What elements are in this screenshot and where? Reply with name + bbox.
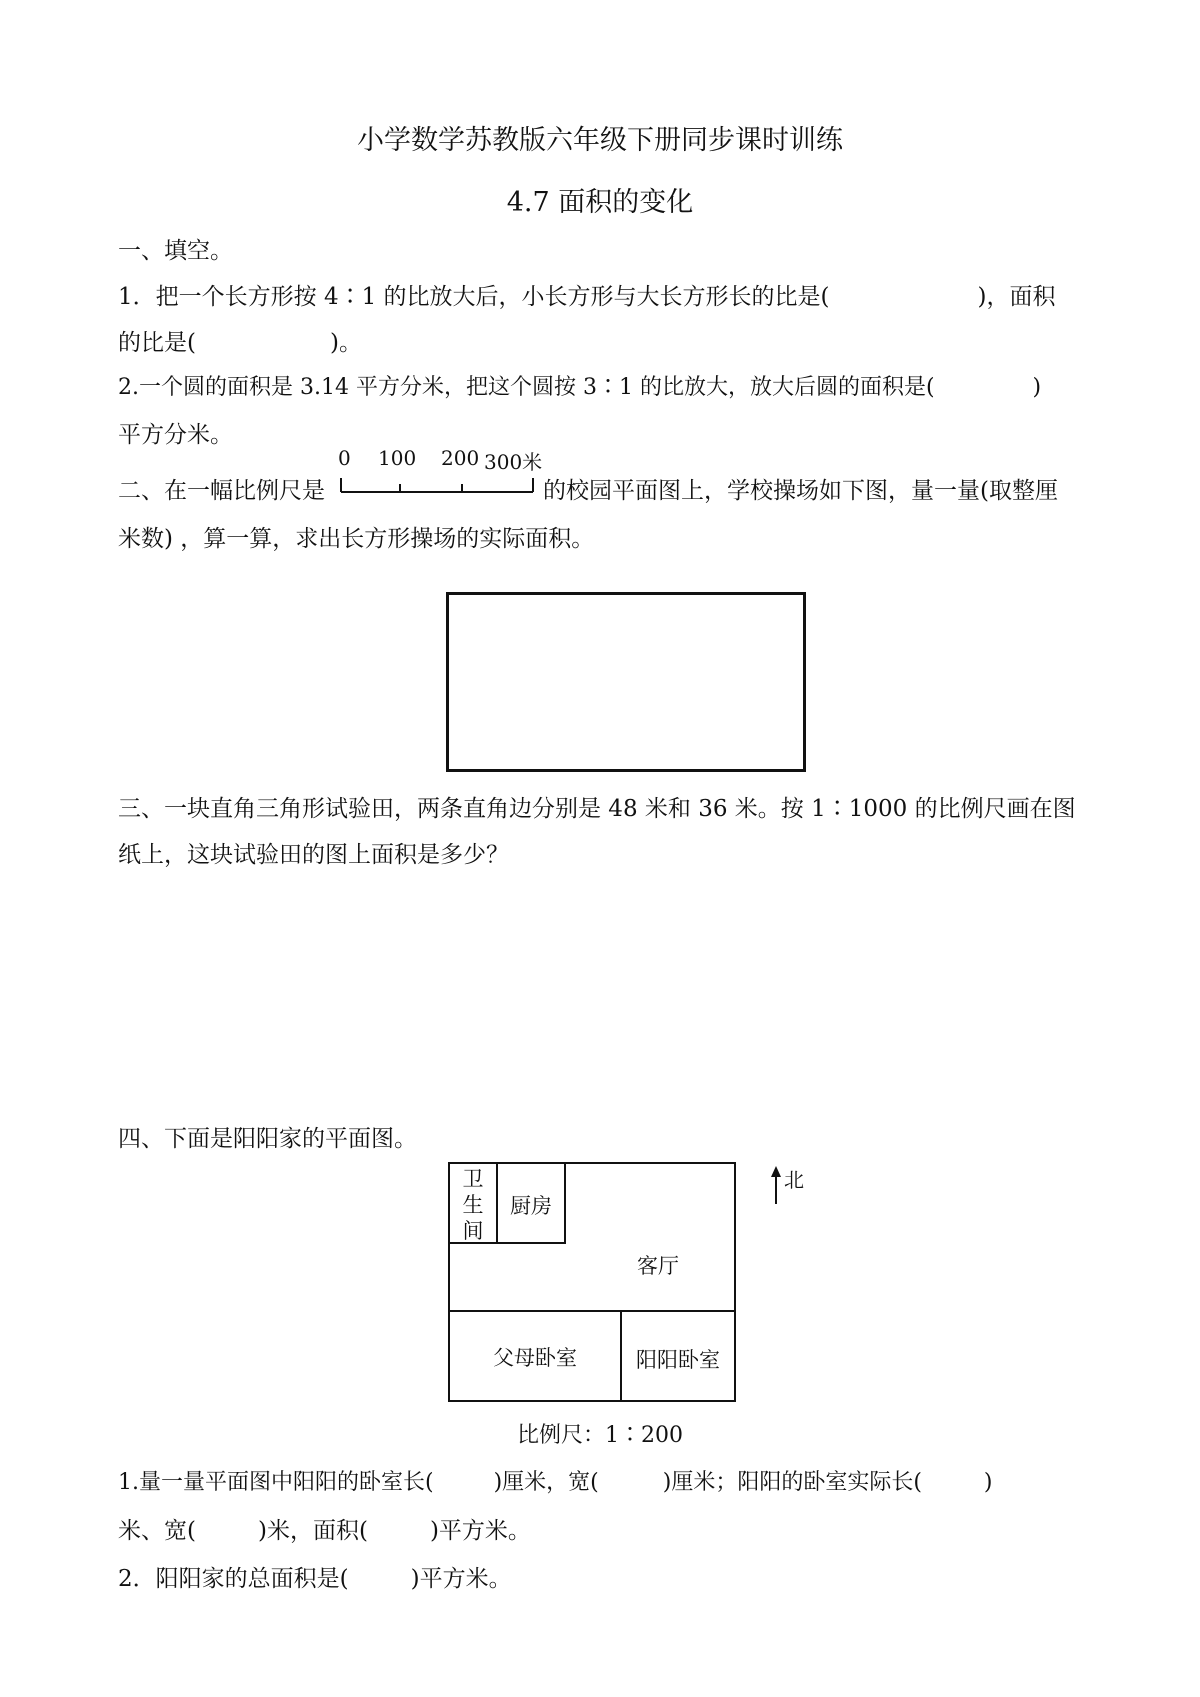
s4-q2-text-b: )平方米。 <box>410 1566 512 1592</box>
s3-line2: 纸上，这块试验田的图上面积是多少？ <box>118 842 509 868</box>
bathroom-char-1: 卫 <box>462 1167 484 1191</box>
kitchen-label: 厨房 <box>510 1194 552 1218</box>
living-room-label: 客厅 <box>637 1254 679 1278</box>
s1-q1-line2 <box>118 324 362 357</box>
s4-q2-text-a: 2．阳阳家的总面积是( <box>118 1566 349 1592</box>
floor-plan <box>448 1162 736 1402</box>
playground-rectangle <box>446 592 806 772</box>
scale-label-200: 200 <box>441 446 480 470</box>
s4-q2-line <box>118 1560 512 1593</box>
s4-q1-text-e: 米、宽( <box>118 1518 196 1544</box>
s2-line1-tail: 的校园平面图上，学校操场如下图，量一量(取整厘 <box>543 478 1058 504</box>
bathroom-char-2: 生 <box>462 1193 484 1217</box>
s3-line1: 三、一块直角三角形试验田，两条直角边分别是 48 米和 36 米。按 1∶1000 的比例尺画在图 <box>118 796 1076 822</box>
s2-line1-lead: 二、在一幅比例尺是 <box>118 478 325 504</box>
scale-label-0: 0 <box>338 446 351 470</box>
s4-q1-text-c: )厘米；阳阳的卧室实际长( <box>662 1470 922 1495</box>
scale-label-100: 100 <box>378 446 417 470</box>
s4-q1-text-b: )厘米，宽( <box>493 1470 599 1495</box>
north-indicator <box>770 1164 810 1208</box>
section4-heading: 四、下面是阳阳家的平面图。 <box>118 1126 417 1152</box>
parents-bedroom-label: 父母卧室 <box>493 1346 577 1370</box>
yangyang-bedroom-label: 阳阳卧室 <box>636 1348 720 1372</box>
scale-label-300: 300米 <box>484 450 543 474</box>
section1-heading: 一、填空。 <box>118 238 233 264</box>
s4-q1-text-a: 1.量一量平面图中阳阳的卧室长( <box>118 1470 434 1495</box>
page-subtitle: 4.7 面积的变化 <box>506 187 694 218</box>
s1-q1-line1 <box>118 278 1055 311</box>
floor-plan-scale: 比例尺：1∶200 <box>517 1423 683 1448</box>
s1-q2-line2: 平方分米。 <box>118 422 233 448</box>
s4-q1-text-f: )米，面积( <box>257 1518 368 1544</box>
s1-q2-text-b: ) <box>1032 375 1042 400</box>
scale-bar <box>338 446 543 498</box>
s4-q1-text-d: ) <box>983 1470 993 1495</box>
s1-q1-text-b: )，面积 <box>977 284 1056 310</box>
s4-q1-line1 <box>118 1465 993 1496</box>
s1-q2-line1 <box>118 370 1041 401</box>
s4-q1-line2 <box>118 1512 531 1545</box>
page-title: 小学数学苏教版六年级下册同步课时训练 <box>357 125 843 156</box>
north-arrow-icon <box>770 1166 784 1206</box>
s4-q1-text-g: )平方米。 <box>429 1518 531 1544</box>
s1-q2-text-a: 2.一个圆的面积是 3.14 平方分米，把这个圆按 3∶1 的比放大，放大后圆的面积是( <box>118 375 935 400</box>
bathroom-label <box>448 1166 498 1244</box>
bathroom-char-3: 间 <box>462 1219 484 1243</box>
s2-line2: 米数) ，算一算，求出长方形操场的实际面积。 <box>118 526 595 552</box>
s1-q1-text-c: 的比是( <box>118 330 196 356</box>
s1-q1-text-d: )。 <box>329 330 362 356</box>
north-label: 北 <box>784 1168 804 1192</box>
s1-q1-text-a: 1．把一个长方形按 4∶1 的比放大后，小长方形与大长方形长的比是( <box>118 284 830 310</box>
